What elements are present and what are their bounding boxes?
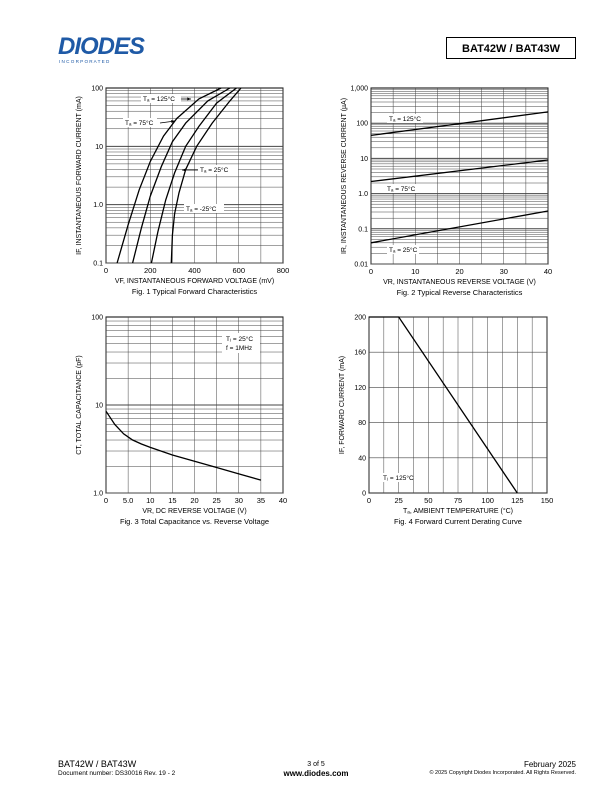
fig1-xtick: 400 (188, 266, 201, 275)
fig1-annot-125: Tₐ = 125°C (143, 96, 175, 103)
fig4-ylabel: IF, FORWARD CURRENT (mA) (339, 355, 346, 455)
fig3-ytick: 100 (91, 314, 103, 322)
fig4-ytick: 80 (358, 420, 366, 428)
fig4-ytick: 0 (362, 490, 366, 498)
fig2-ytick: 100 (356, 120, 368, 128)
fig3-caption: Fig. 3 Total Capacitance vs. Reverse Voltage (119, 517, 270, 526)
fig1-xtick: 600 (232, 266, 246, 275)
fig3-annot-temp: Tⱼ = 25°C (226, 336, 254, 343)
fig1-arrow-125-head (187, 97, 191, 100)
fig1-caption: Fig. 1 Typical Forward Characteristics (131, 287, 258, 296)
fig1-ytick: 100 (91, 85, 103, 93)
fig2-ytick: 1.0 (358, 191, 368, 199)
fig3-xtick: 35 (256, 496, 266, 505)
footer-page: 3 of 5 (307, 761, 325, 768)
footer-right (429, 760, 576, 778)
fig3-xtick: 25 (212, 496, 221, 505)
footer-part: BAT42W / BAT43W (58, 759, 137, 769)
fig2-xtick: 0 (368, 267, 374, 276)
fig2-ylabel: IR, INSTANTANEOUS REVERSE CURRENT (µA) (341, 97, 348, 255)
fig4-xlabel: Tₐ, AMBIENT TEMPERATURE (°C) (402, 508, 514, 515)
fig3-chart (76, 315, 287, 527)
fig4-ytick: 160 (354, 349, 366, 357)
footer-copyright: © 2025 Copyright Diodes Incorporated. All Rights Reserved. (429, 770, 576, 776)
fig1-xtick: 200 (143, 266, 157, 275)
footer-website[interactable]: www.diodes.com (283, 769, 349, 778)
fig3-xtick: 5.0 (122, 496, 134, 505)
fig3-annot-freq: f = 1MHz (226, 345, 253, 352)
fig1-series-0 (117, 88, 221, 263)
fig2-xtick: 20 (455, 267, 464, 276)
fig2-chart (341, 86, 552, 298)
fig3-ytick: 1.0 (93, 490, 103, 498)
fig2-ytick: 10 (360, 155, 368, 163)
fig2-xtick: 30 (499, 267, 508, 276)
fig3-xtick: 15 (168, 496, 177, 505)
footer-docnum: Document number: DS30016 Rev. 19 - 2 (58, 770, 176, 777)
fig4-xtick: 100 (481, 496, 494, 505)
fig1-arrow-25-head (182, 168, 186, 171)
fig1-ytick: 0.1 (93, 260, 103, 268)
fig2-xtick: 10 (411, 267, 420, 276)
part-number-box: BAT42W / BAT43W (446, 37, 576, 59)
fig2-ytick: 0.01 (354, 261, 368, 269)
fig4-caption: Fig. 4 Forward Current Derating Curve (394, 517, 522, 526)
footer-left (58, 759, 175, 779)
fig2-annot-125: Tₐ = 125°C (389, 116, 421, 123)
logo-text: DIODES (58, 33, 145, 60)
fig4-xtick: 0 (366, 496, 372, 505)
fig4-ytick: 120 (354, 384, 366, 392)
fig1-ylabel: IF, INSTANTANEOUS FORWARD CURRENT (mA) (76, 96, 83, 255)
logo-subtext: I N C O R P O R A T E D (59, 59, 110, 64)
fig4-xtick: 75 (453, 496, 463, 505)
fig1-xtick: 800 (276, 266, 290, 275)
fig2-annot-75: Tₐ = 75°C (387, 186, 416, 193)
fig2-ytick: 0.1 (358, 226, 368, 234)
fig3-ytick: 10 (95, 402, 103, 410)
fig4-annot-temp: Tⱼ = 125°C (383, 475, 414, 482)
fig3-ylabel: CT, TOTAL CAPACITANCE (pF) (76, 355, 83, 455)
fig4-xtick: 150 (540, 496, 554, 505)
fig1-annot-m25: Tₐ = -25°C (186, 206, 217, 213)
fig4-xtick: 125 (511, 496, 524, 505)
fig4-ytick: 200 (354, 314, 366, 322)
fig3-xtick: 30 (234, 496, 243, 505)
fig3-xtick: 0 (103, 496, 109, 505)
fig1-ytick: 10 (95, 143, 103, 151)
fig3-xtick: 10 (146, 496, 155, 505)
fig2-xtick: 40 (543, 267, 553, 276)
fig3-xtick: 20 (190, 496, 199, 505)
footer-center (256, 760, 376, 778)
fig3-series-0 (106, 411, 261, 480)
fig1-ytick: 1.0 (93, 202, 103, 210)
fig4-xtick: 25 (394, 496, 403, 505)
fig1-xlabel: VF, INSTANTANEOUS FORWARD VOLTAGE (mV) (114, 278, 275, 285)
fig4-chart (339, 315, 553, 527)
fig3-xlabel: VR, DC REVERSE VOLTAGE (V) (142, 508, 247, 515)
fig1-xtick: 0 (103, 266, 109, 275)
fig2-ytick: 1,000 (350, 85, 368, 93)
footer-date: February 2025 (523, 760, 576, 769)
fig1-chart (76, 86, 289, 297)
fig4-ytick: 40 (358, 455, 366, 463)
fig2-caption: Fig. 2 Typical Reverse Characteristics (396, 288, 523, 297)
fig2-annot-25: Tₐ = 25°C (389, 247, 418, 254)
fig1-annot-25: Tₐ = 25°C (200, 167, 229, 174)
fig1-annot-75: Tₐ = 75°C (125, 120, 154, 127)
fig2-xlabel: VR, INSTANTANEOUS REVERSE VOLTAGE (V) (383, 279, 536, 286)
fig4-xtick: 50 (424, 496, 433, 505)
fig3-xtick: 40 (278, 496, 288, 505)
